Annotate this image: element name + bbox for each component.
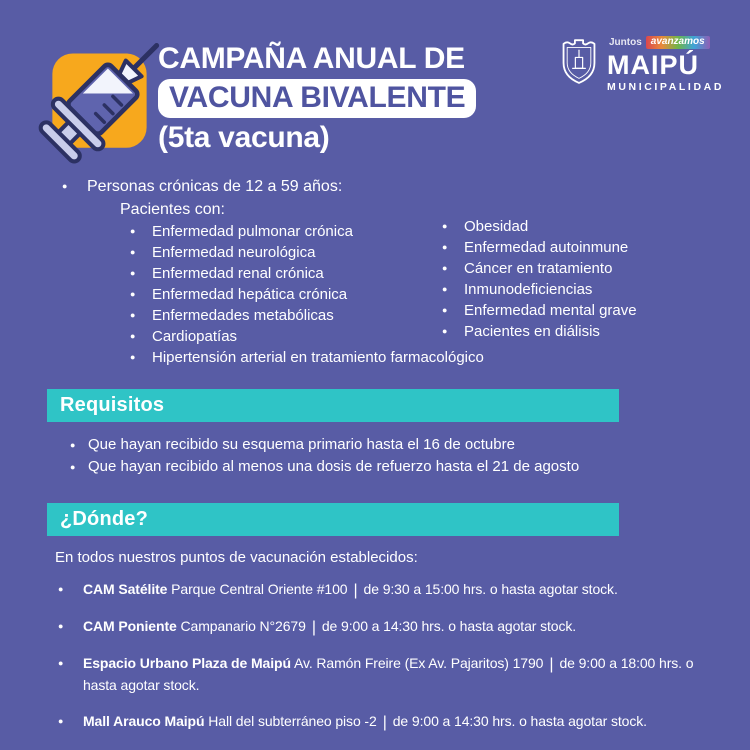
schedule-divider: | [311, 619, 316, 636]
municipality-logo [559, 36, 724, 93]
tagline-word-juntos: Juntos [608, 36, 642, 48]
conditions-list-left [130, 221, 484, 368]
tagline-word-avanzamos: avanzamos [646, 36, 710, 49]
crest-icon [559, 37, 599, 92]
requirements-list [70, 434, 579, 478]
location-item [58, 616, 710, 638]
condition-item: ● Enfermedad renal crónica [130, 263, 484, 284]
where-title: ¿Dónde? [60, 508, 149, 530]
location-name: CAM Satélite [83, 581, 168, 597]
requirements-title: Requisitos [60, 394, 165, 416]
location-address: Hall del subterráneo piso -2 [208, 713, 377, 729]
location-name: Espacio Urbano Plaza de Maipú [83, 655, 291, 671]
location-schedule: de 9:00 a 14:30 hrs. o hasta agotar stock. [321, 618, 577, 634]
condition-item: ● Enfermedades metabólicas [130, 305, 484, 326]
condition-item: ● Inmunodeficiencias [442, 279, 637, 300]
location-item [58, 653, 710, 696]
requirement-item: ● Que hayan recibido al menos una dosis de refuerzo hasta el 21 de agosto [70, 456, 579, 478]
condition-item: ● Enfermedad mental grave [442, 300, 637, 321]
title-line-1: CAMPAÑA ANUAL DE [158, 42, 465, 75]
conditions-list-right [442, 216, 637, 342]
location-item [58, 711, 710, 733]
schedule-divider: | [549, 656, 554, 673]
condition-item: ● Enfermedad neurológica [130, 242, 484, 263]
location-schedule: de 9:00 a 14:30 hrs. o hasta agotar stock. [392, 713, 647, 729]
logo-text [607, 36, 724, 93]
logo-tagline [609, 36, 724, 49]
condition-item: ● Cáncer en tratamiento [442, 258, 637, 279]
schedule-divider: | [382, 714, 387, 731]
requirements-banner [47, 389, 619, 422]
condition-item: ● Cardiopatías [130, 326, 484, 347]
condition-item: ● Enfermedad autoinmune [442, 237, 637, 258]
logo-subtitle: MUNICIPALIDAD [606, 81, 724, 93]
location-address: Campanario N°2679 [180, 618, 306, 634]
where-intro: En todos nuestros puntos de vacunación establecidos: [55, 549, 418, 566]
title-line-3: (5ta vacuna) [158, 121, 330, 154]
condition-item: ● Enfermedad pulmonar crónica [130, 221, 484, 242]
location-address: Parque Central Oriente #100 [171, 581, 348, 597]
locations-list [58, 579, 710, 748]
location-schedule: de 9:30 a 15:00 hrs. o hasta agotar stock. [363, 581, 618, 597]
condition-item: ● Obesidad [442, 216, 637, 237]
location-name: Mall Arauco Maipú [83, 713, 205, 729]
audience-heading: ● Personas crónicas de 12 a 59 años: [62, 176, 342, 197]
title-line-2-highlight: VACUNA BIVALENTE [158, 79, 476, 118]
condition-item: ● Enfermedad hepática crónica [130, 284, 484, 305]
where-banner [47, 503, 619, 536]
condition-item: ● Pacientes en diálisis [442, 321, 637, 342]
condition-item: ● Hipertensión arterial en tratamiento farmacológico [130, 347, 484, 368]
requirement-item: ● Que hayan recibido su esquema primario hasta el 16 de octubre [70, 434, 579, 456]
location-schedule: de 9:00 a 18:00 hrs. o hasta agotar stock. [83, 655, 694, 693]
location-name: CAM Poniente [83, 618, 177, 634]
schedule-divider: | [353, 582, 358, 599]
location-item [58, 579, 710, 601]
audience-subheading: Pacientes con: [120, 201, 225, 218]
syringe-icon [24, 16, 176, 168]
logo-name: MAIPÚ [606, 50, 699, 80]
location-address: Av. Ramón Freire (Ex Av. Pajaritos) 1790 [293, 655, 544, 671]
page-title [158, 42, 476, 154]
audience-section [62, 176, 342, 220]
